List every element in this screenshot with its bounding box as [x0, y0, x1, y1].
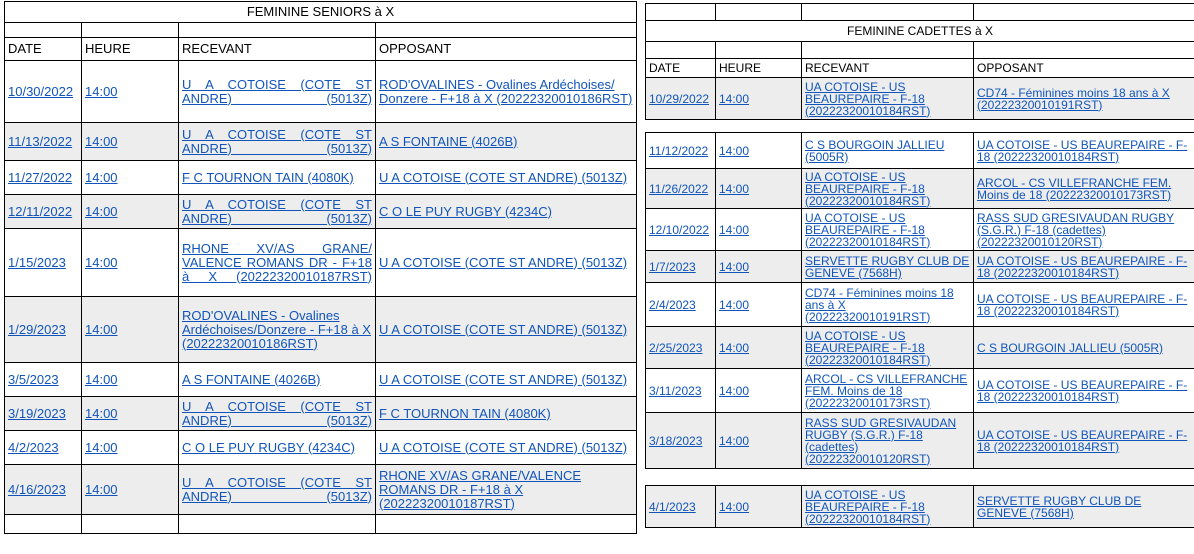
- home-team-link[interactable]: CD74 - Féminines moins 18 ans à X (20222320010191RST): [805, 285, 954, 324]
- date-link[interactable]: 3/5/2023: [8, 371, 59, 387]
- away-team-link[interactable]: U A COTOISE (COTE ST ANDRE) (5013Z): [379, 439, 628, 455]
- seniors-blank-row: [5, 515, 637, 534]
- away-team-link[interactable]: UA COTOISE - US BEAUREPAIRE - F-18 (20222320010184RST): [977, 253, 1188, 280]
- table-row: [5, 431, 637, 465]
- time-link[interactable]: 14:00: [85, 169, 118, 185]
- date-link[interactable]: 4/2/2023: [8, 439, 59, 455]
- away-team-link[interactable]: UA COTOISE - US BEAUREPAIRE - F-18 (20222320010184RST): [977, 377, 1188, 404]
- time-link[interactable]: 14:00: [719, 143, 750, 158]
- table-row: [646, 251, 1194, 283]
- away-team-link[interactable]: F C TOURNON TAIN (4080K): [379, 405, 551, 421]
- date-link[interactable]: 11/12/2022: [649, 143, 709, 158]
- table-row: [646, 169, 1194, 209]
- blank-cell: [376, 23, 637, 38]
- home-team-link[interactable]: F C TOURNON TAIN (4080K): [182, 169, 354, 185]
- time-link[interactable]: 14:00: [719, 433, 750, 448]
- home-team-link[interactable]: C S BOURGOIN JALLIEU (5005R): [805, 137, 945, 164]
- date-link[interactable]: 11/26/2022: [649, 181, 709, 196]
- away-team-link[interactable]: C O LE PUY RUGBY (4234C): [379, 203, 552, 219]
- table-row: [5, 229, 637, 297]
- home-team-link[interactable]: C O LE PUY RUGBY (4234C): [182, 439, 355, 455]
- date-link[interactable]: 2/25/2023: [649, 340, 703, 355]
- header-home: RECEVANT: [179, 38, 376, 61]
- date-link[interactable]: 10/29/2022: [649, 91, 710, 106]
- blank-cell: [376, 515, 637, 534]
- date-link[interactable]: 11/27/2022: [8, 169, 73, 185]
- table-row: [5, 123, 637, 161]
- blank-cell: [5, 515, 82, 534]
- table-row: [5, 363, 637, 397]
- away-team-link[interactable]: ROD'OVALINES - Ovalines Ardéchoises/ Donzere - F+18 à X (20222320010186RST): [379, 76, 633, 106]
- seniors-schedule-table: [4, 1, 637, 534]
- home-team-link[interactable]: UA COTOISE - US BEAUREPAIRE - F-18 (20222320010184RST): [805, 169, 931, 208]
- blank-cell: [646, 42, 716, 59]
- table-row: [5, 61, 637, 123]
- spacer-row: [646, 469, 1194, 486]
- home-team-link[interactable]: ARCOL - CS VILLEFRANCHE FEM. Moins de 18 (20222320010173RST): [805, 371, 968, 410]
- date-link[interactable]: 2/4/2023: [649, 297, 696, 312]
- date-link[interactable]: 10/30/2022: [8, 83, 74, 99]
- date-link[interactable]: 3/11/2023: [649, 383, 702, 398]
- away-team-link[interactable]: RHONE XV/AS GRANE/VALENCE ROMANS DR - F+18 à X (20222320010187RST): [379, 467, 582, 511]
- home-team-link[interactable]: UA COTOISE - US BEAUREPAIRE - F-18 (20222320010184RST): [805, 487, 931, 526]
- header-time: HEURE: [716, 59, 802, 78]
- away-team-link[interactable]: U A COTOISE (COTE ST ANDRE) (5013Z): [379, 254, 628, 270]
- cadettes-blank-row: [646, 4, 1194, 21]
- blank-cell: [5, 23, 82, 38]
- date-link[interactable]: 12/11/2022: [8, 203, 73, 219]
- away-team-link[interactable]: A S FONTAINE (4026B): [379, 133, 518, 149]
- spacer-row: [646, 120, 1194, 133]
- blank-cell: [802, 42, 974, 59]
- cadettes-title-row: [646, 21, 1194, 42]
- date-link[interactable]: 11/13/2022: [8, 133, 73, 149]
- table-row: [646, 133, 1194, 169]
- table-row: [646, 209, 1194, 251]
- home-team-link[interactable]: U A COTOISE (COTE ST ANDRE) (5013Z): [182, 76, 372, 106]
- table-row: [646, 78, 1194, 120]
- date-link[interactable]: 1/29/2023: [8, 321, 66, 337]
- seniors-header-row: [5, 38, 637, 61]
- seniors-title-row: [5, 2, 637, 23]
- blank-cell: [82, 515, 179, 534]
- time-link[interactable]: 14:00: [85, 405, 118, 421]
- date-link[interactable]: 1/15/2023: [8, 254, 66, 270]
- table-row: [5, 195, 637, 229]
- home-team-link[interactable]: UA COTOISE - US BEAUREPAIRE - F-18 (20222320010184RST): [805, 79, 931, 118]
- table-row: [5, 465, 637, 515]
- home-team-link[interactable]: UA COTOISE - US BEAUREPAIRE - F-18 (20222320010184RST): [805, 210, 931, 249]
- home-team-link[interactable]: U A COTOISE (COTE ST ANDRE) (5013Z): [182, 196, 372, 226]
- blank-cell: [82, 23, 179, 38]
- table-row: [646, 486, 1194, 528]
- blank-cell: [716, 42, 802, 59]
- blank-cell: [179, 23, 376, 38]
- away-team-link[interactable]: U A COTOISE (COTE ST ANDRE) (5013Z): [379, 169, 628, 185]
- time-link[interactable]: 14:00: [85, 254, 118, 270]
- time-link[interactable]: 14:00: [85, 371, 118, 387]
- away-team-link[interactable]: U A COTOISE (COTE ST ANDRE) (5013Z): [379, 371, 628, 387]
- blank-cell: [716, 4, 802, 21]
- header-date: DATE: [5, 38, 82, 61]
- home-team-link[interactable]: SERVETTE RUGBY CLUB DE GENEVE (7568H): [805, 253, 970, 280]
- blank-cell: [802, 4, 974, 21]
- blank-cell: [646, 4, 716, 21]
- table-row: [5, 161, 637, 195]
- time-link[interactable]: 14:00: [85, 321, 118, 337]
- time-link[interactable]: 14:00: [719, 297, 750, 312]
- time-link[interactable]: 14:00: [719, 499, 750, 514]
- table-row: [646, 413, 1194, 469]
- time-link[interactable]: 14:00: [85, 83, 118, 99]
- seniors-title: FEMININE SENIORS à X: [5, 2, 637, 23]
- time-link[interactable]: 14:00: [85, 133, 118, 149]
- away-team-link[interactable]: C S BOURGOIN JALLIEU (5005R): [977, 340, 1164, 355]
- table-row: [5, 397, 637, 431]
- table-row: [646, 283, 1194, 327]
- blank-cell: [179, 515, 376, 534]
- date-link[interactable]: 4/1/2023: [649, 499, 696, 514]
- time-link[interactable]: 14:00: [719, 222, 750, 237]
- table-row: [646, 327, 1194, 369]
- home-team-link[interactable]: RASS SUD GRESIVAUDAN RUGBY (S.G.R.) F-18 (cadettes) (20222320010120RST): [805, 415, 957, 466]
- cadettes-title: FEMININE CADETTES à X: [646, 21, 1194, 42]
- date-link[interactable]: 1/7/2023: [649, 259, 696, 274]
- date-link[interactable]: 3/19/2023: [8, 405, 66, 421]
- header-away: OPPOSANT: [974, 59, 1194, 78]
- away-team-link[interactable]: ARCOL - CS VILLEFRANCHE FEM. Moins de 18 (20222320010173RST): [977, 175, 1172, 202]
- spacer-cell: [646, 120, 1194, 133]
- away-team-link[interactable]: CD74 - Féminines moins 18 ans à X (20222320010191RST): [977, 85, 1170, 112]
- date-link[interactable]: 3/18/2023: [649, 433, 703, 448]
- cadettes-blank-row: [646, 42, 1194, 59]
- home-team-link[interactable]: A S FONTAINE (4026B): [182, 371, 321, 387]
- home-team-link[interactable]: RHONE XV/AS GRANE/ VALENCE ROMANS DR - F+18 à X (20222320010187RST): [182, 240, 372, 284]
- time-link[interactable]: 14:00: [719, 181, 750, 196]
- home-team-link[interactable]: U A COTOISE (COTE ST ANDRE) (5013Z): [182, 474, 372, 504]
- date-link[interactable]: 4/16/2023: [8, 481, 66, 497]
- spacer-cell: [646, 469, 1194, 486]
- time-link[interactable]: 14:00: [719, 340, 750, 355]
- away-team-link[interactable]: UA COTOISE - US BEAUREPAIRE - F-18 (20222320010184RST): [977, 427, 1188, 454]
- seniors-blank-row: [5, 23, 637, 38]
- header-home: RECEVANT: [802, 59, 974, 78]
- away-team-link[interactable]: RASS SUD GRESIVAUDAN RUGBY (S.G.R.) F-18 (cadettes) (20222320010120RST): [977, 210, 1175, 249]
- time-link[interactable]: 14:00: [85, 439, 118, 455]
- table-row: [5, 297, 637, 363]
- cadettes-header-row: [646, 59, 1194, 78]
- time-link[interactable]: 14:00: [85, 203, 118, 219]
- time-link[interactable]: 14:00: [719, 91, 750, 106]
- header-away: OPPOSANT: [376, 38, 637, 61]
- date-link[interactable]: 12/10/2022: [649, 222, 710, 237]
- blank-cell: [974, 42, 1194, 59]
- time-link[interactable]: 14:00: [719, 259, 750, 274]
- time-link[interactable]: 14:00: [85, 481, 118, 497]
- away-team-link[interactable]: SERVETTE RUGBY CLUB DE GENEVE (7568H): [977, 493, 1142, 520]
- away-team-link[interactable]: UA COTOISE - US BEAUREPAIRE - F-18 (20222320010184RST): [977, 291, 1188, 318]
- header-time: HEURE: [82, 38, 179, 61]
- cadettes-schedule-table: [645, 3, 1194, 528]
- header-date: DATE: [646, 59, 716, 78]
- home-team-link[interactable]: U A COTOISE (COTE ST ANDRE) (5013Z): [182, 126, 372, 156]
- home-team-link[interactable]: U A COTOISE (COTE ST ANDRE) (5013Z): [182, 398, 372, 428]
- home-team-link[interactable]: ROD'OVALINES - Ovalines Ardéchoises/Donzere - F+18 à X (20222320010186RST): [182, 307, 371, 351]
- away-team-link[interactable]: U A COTOISE (COTE ST ANDRE) (5013Z): [379, 321, 628, 337]
- blank-cell: [974, 4, 1194, 21]
- time-link[interactable]: 14:00: [719, 383, 750, 398]
- home-team-link[interactable]: UA COTOISE - US BEAUREPAIRE - F-18 (20222320010184RST): [805, 328, 931, 367]
- away-team-link[interactable]: UA COTOISE - US BEAUREPAIRE - F-18 (20222320010184RST): [977, 137, 1188, 164]
- table-row: [646, 369, 1194, 413]
